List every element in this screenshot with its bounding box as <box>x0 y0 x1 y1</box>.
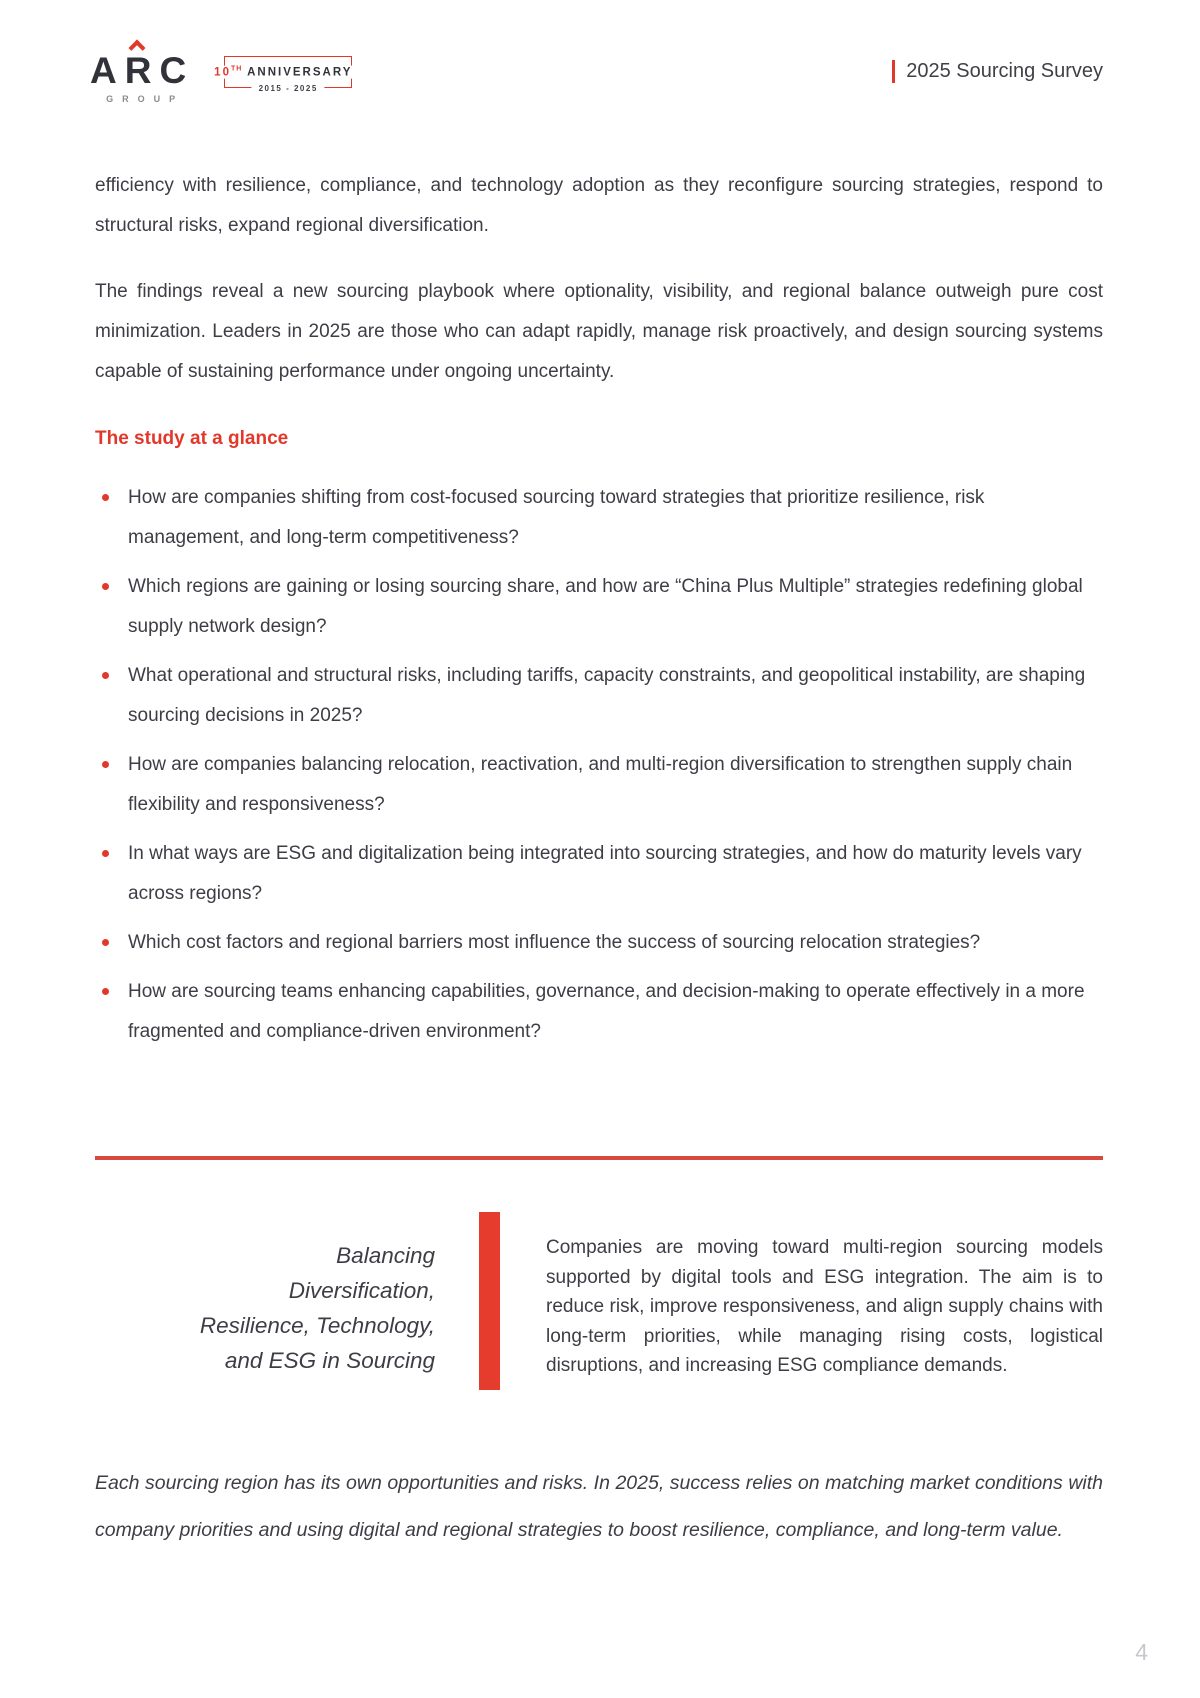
list-item: In what ways are ESG and digitalization being integrated into sourcing strategies, and how do maturity levels vary across regions? <box>95 834 1103 914</box>
section-divider <box>95 1156 1103 1160</box>
list-item: Which regions are gaining or losing sourcing share, and how are “China Plus Multiple” strategies redefining global supply network design? <box>95 567 1103 647</box>
main-content <box>0 166 1200 1554</box>
intro-paragraph-1: efficiency with resilience, compliance, and technology adoption as they reconfigure sourcing strategies, respond to structural risks, expand regional diversification. <box>95 175 1103 236</box>
glance-heading: The study at a glance <box>95 428 289 449</box>
list-item: What operational and structural risks, including tariffs, capacity constraints, and geopolitical instability, are shaping sourcing decisions in 2025? <box>95 656 1103 736</box>
pull-quote-title <box>95 1212 435 1378</box>
closing-paragraph: Each sourcing region has its own opportunities and risks. In 2025, success relies on matching market conditions with company priorities and using digital and regional strategies to boost resilience, compliance, and long-term value. <box>95 1471 1103 1541</box>
anniversary-badge <box>214 56 353 93</box>
list-item: How are companies shifting from cost-focused sourcing toward strategies that prioritize resilience, risk management, and long-term competitiveness? <box>95 478 1103 558</box>
intro-paragraph-2: The findings reveal a new sourcing playbook where optionality, visibility, and regional balance outweigh pure cost minimization. Leaders in 2025 are those who can adapt rapidly, manage risk proactively, and design sourcing systems capable of sustaining performance under ongoing uncertainty. <box>95 281 1103 382</box>
anniversary-badge-years: 2015 - 2025 <box>252 84 325 93</box>
document-title-text: 2025 Sourcing Survey <box>906 60 1103 82</box>
logo-name: ARC <box>90 50 195 91</box>
pull-quote-title-line: Balancing <box>336 1243 435 1268</box>
logo-wordmark-block <box>90 42 194 104</box>
pull-quote-title-line: and ESG in Sourcing <box>224 1348 435 1373</box>
arc-group-logo <box>90 42 352 104</box>
list-item: How are sourcing teams enhancing capabilities, governance, and decision-making to operate effectively in a more fragmented and compliance-driven environment? <box>95 972 1103 1052</box>
document-title <box>892 60 1103 83</box>
page-header <box>0 0 1200 104</box>
arc-wordmark <box>90 42 194 89</box>
pull-quote-title-line: Resilience, Technology, <box>199 1313 435 1338</box>
list-item: Which cost factors and regional barriers most influence the success of sourcing relocation strategies? <box>95 923 1103 963</box>
badge-suffix: TH <box>230 65 243 73</box>
logo-group-label: GROUP <box>106 94 185 104</box>
quote-accent-bar <box>479 1212 500 1390</box>
anniversary-badge-label <box>209 66 357 79</box>
page-number: 4 <box>1135 1639 1148 1665</box>
badge-number: 10 <box>214 66 231 79</box>
pull-quote-section <box>95 1212 1103 1400</box>
pull-quote-body: Companies are moving toward multi-region sourcing models supported by digital tools and ESG integration. The aim is to reduce risk, improve responsiveness, and align supply chains with long-term priorities, while managing rising costs, logistical disruptions, and increasing ESG compliance demands. <box>546 1237 1103 1376</box>
title-accent-bar <box>892 60 895 83</box>
list-item: How are companies balancing relocation, reactivation, and multi-region diversification to strengthen supply chain flexibility and responsiveness? <box>95 745 1103 825</box>
pull-quote-title-line: Diversification, <box>288 1278 435 1303</box>
glance-bullet-list <box>95 478 1103 1052</box>
badge-word: ANNIVERSARY <box>247 66 353 79</box>
